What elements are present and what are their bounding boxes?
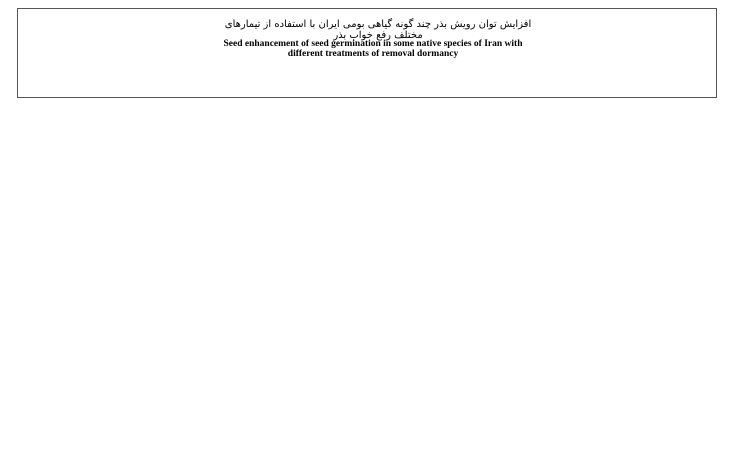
persian-title-line-1: افزایش توان رویش بذر چند گونه گیاهی بومی ایران با استفاده از تیمارهای — [224, 19, 532, 30]
english-title-line-2: different treatments of removal dormancy — [287, 49, 459, 59]
persian-title-line-2: مختلف رفع خواب بذر — [333, 30, 423, 41]
title-box — [17, 8, 717, 98]
english-title — [118, 39, 628, 59]
persian-title — [168, 19, 588, 41]
english-title-line-1: Seed enhancement of seed germination in some native species of Iran with — [223, 39, 523, 49]
